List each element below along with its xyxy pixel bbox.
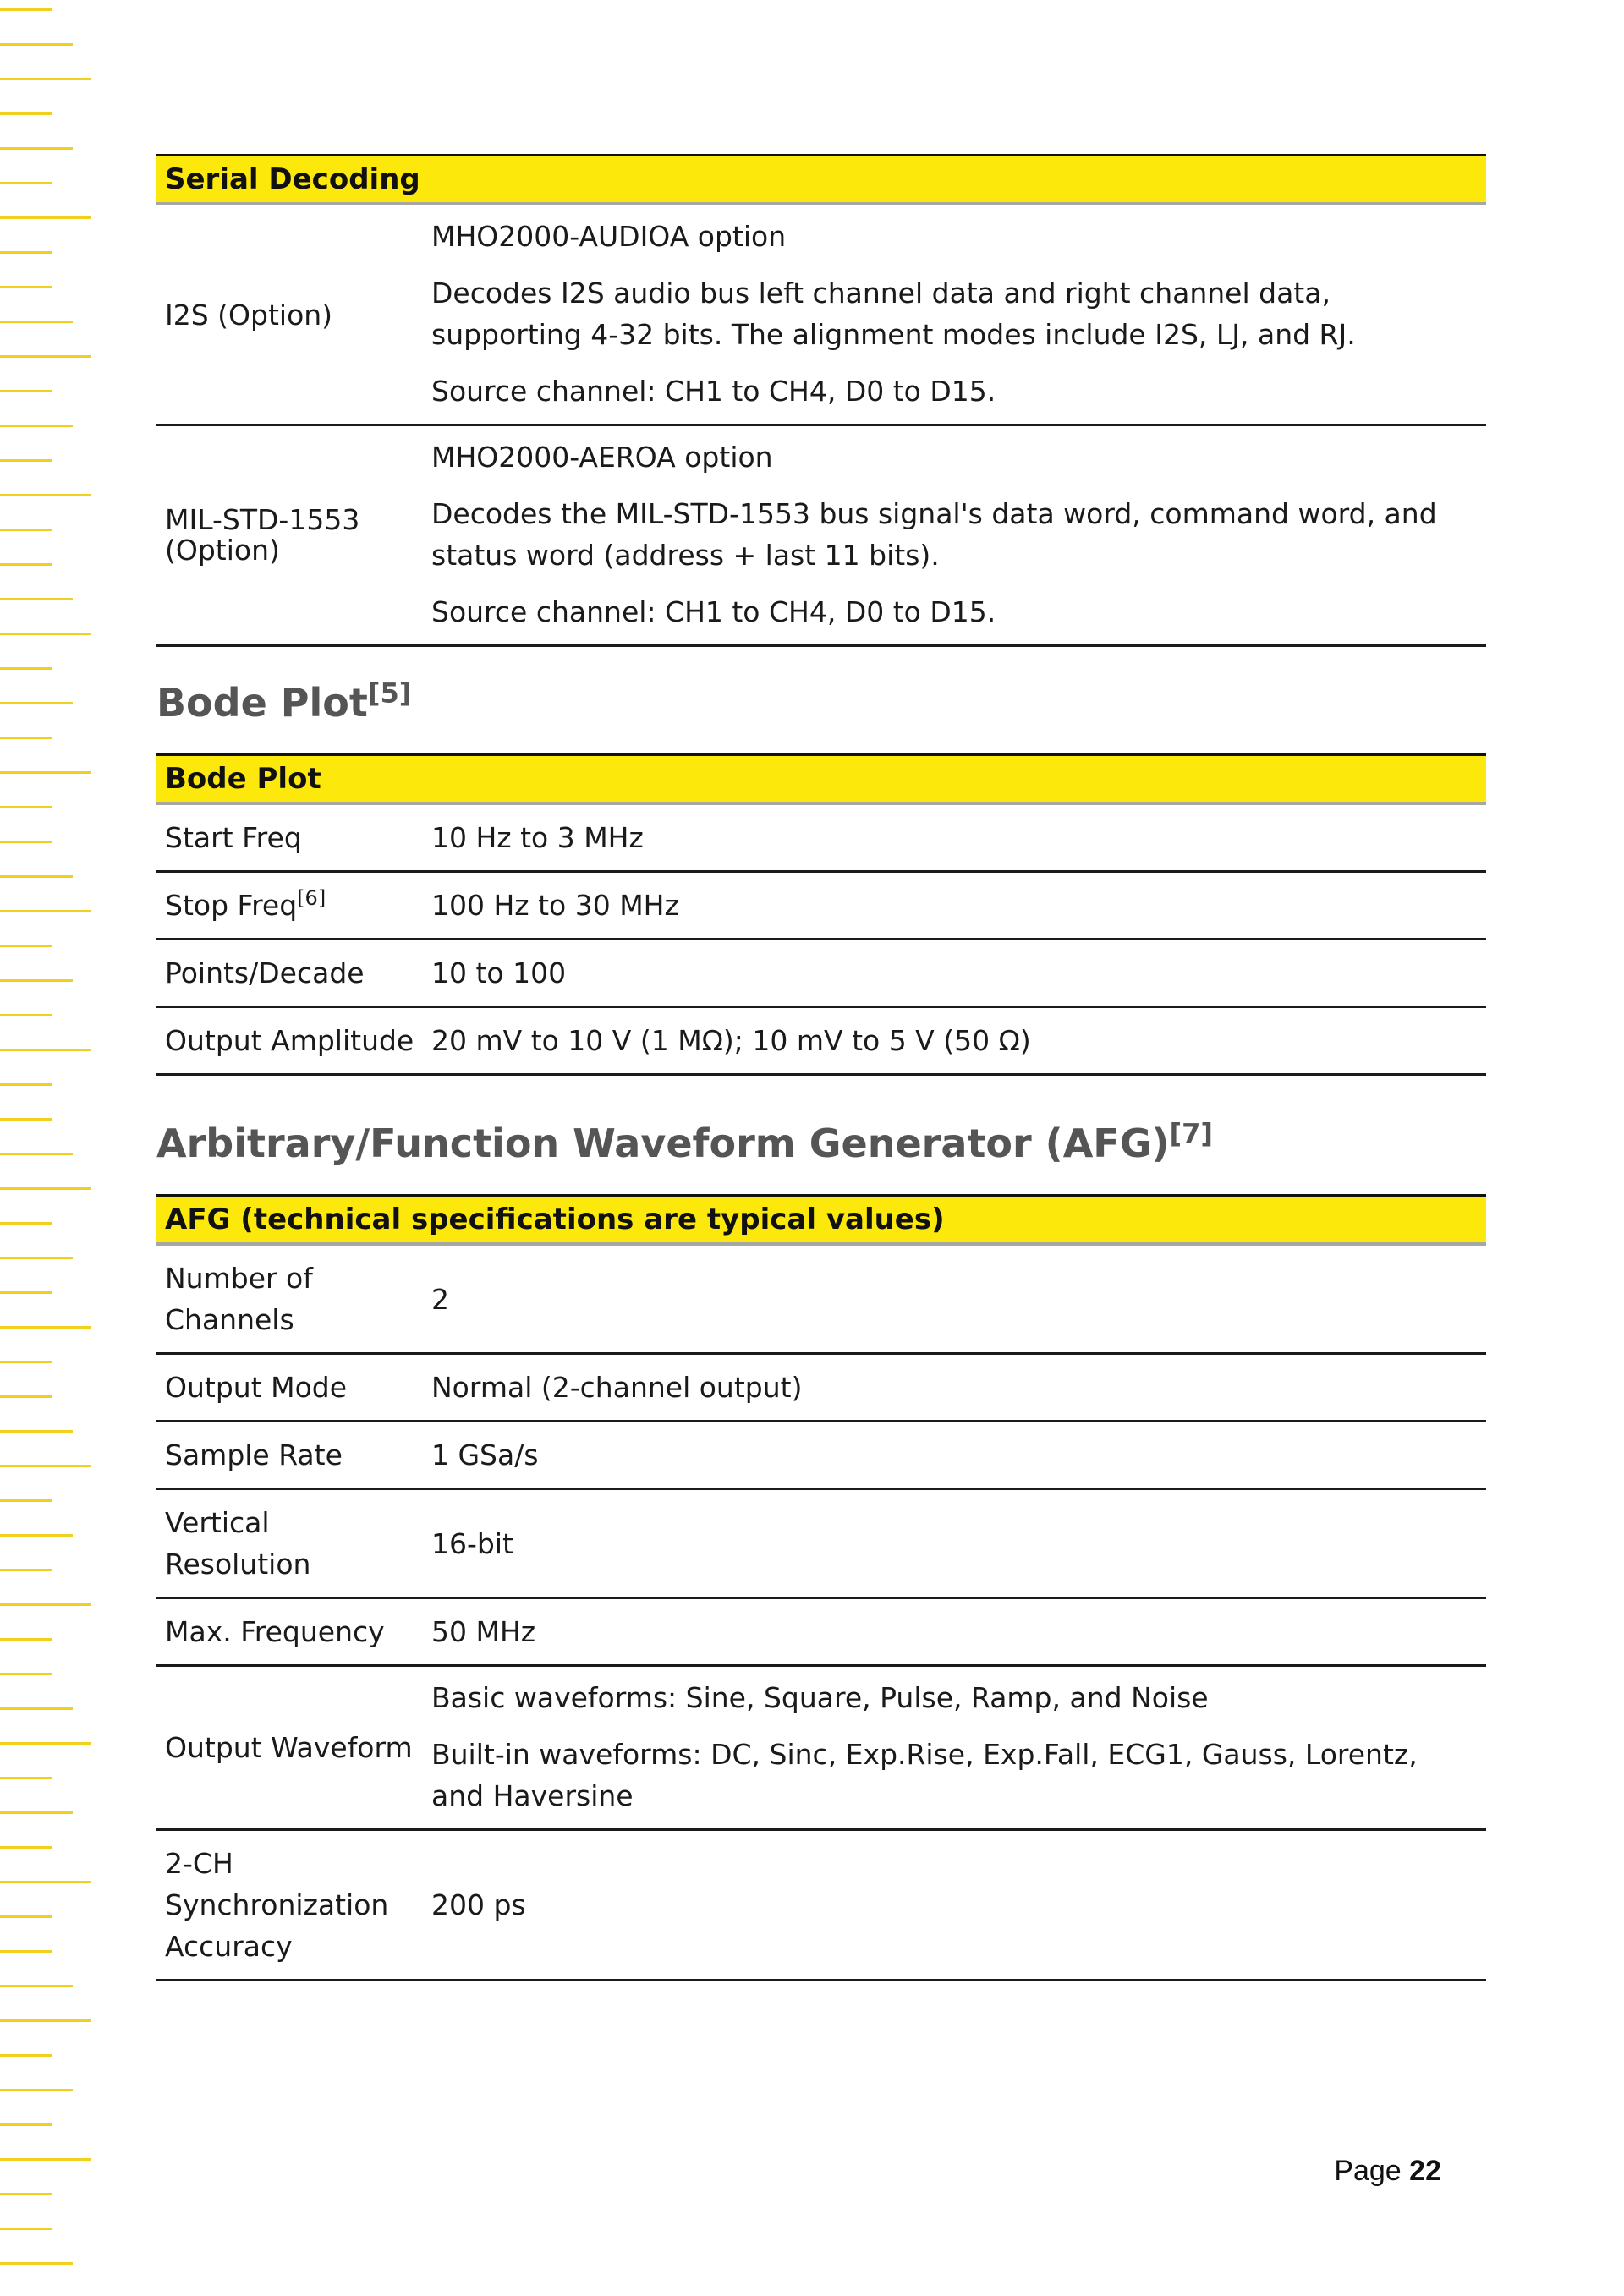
spec-value: 10 to 100 — [423, 940, 1486, 1007]
ruler-tick — [0, 1257, 73, 1259]
ruler-tick — [0, 43, 73, 46]
ruler-tick — [0, 1465, 91, 1467]
spec-key-line: Channels — [165, 1303, 294, 1336]
ruler-tick — [0, 425, 73, 427]
page-content — [156, 154, 1486, 1981]
ruler-tick — [0, 1950, 52, 1953]
ruler-tick — [0, 1291, 52, 1294]
ruler-tick — [0, 841, 52, 843]
ruler-tick — [0, 2158, 91, 2161]
ruler-tick — [0, 1222, 52, 1225]
ruler-tick — [0, 286, 52, 288]
serial-decoding-table — [156, 154, 1486, 647]
ruler-tick — [0, 1985, 73, 1987]
spec-value-line: Decodes the MIL-STD-1553 bus signal's data word, command word, and status word (address + last 11 bits). — [431, 497, 1437, 572]
spec-value: 2 — [423, 1244, 1486, 1354]
ruler-tick — [0, 910, 91, 912]
ruler-tick — [0, 2262, 73, 2265]
ruler-tick — [0, 1326, 91, 1329]
spec-value — [423, 425, 1486, 646]
ruler-tick — [0, 1083, 52, 1086]
spec-value: 100 Hz to 30 MHz — [423, 872, 1486, 940]
section-title-bode — [156, 679, 1486, 726]
ruler-tick — [0, 806, 52, 808]
ruler-tick — [0, 1534, 73, 1537]
spec-key: Output Waveform — [156, 1666, 423, 1830]
table-row — [156, 1422, 1486, 1489]
spec-key-line: 2-CH — [165, 1847, 233, 1880]
ruler-tick — [0, 1153, 73, 1155]
section-title-text: Arbitrary/Function Waveform Generator (AFG) — [156, 1121, 1170, 1166]
afg-table — [156, 1194, 1486, 1981]
table-row — [156, 1244, 1486, 1354]
spec-value: 50 MHz — [423, 1598, 1486, 1666]
spec-value-line: MHO2000-AUDIOA option — [431, 220, 787, 253]
table-row — [156, 1666, 1486, 1830]
spec-value: 200 ps — [423, 1830, 1486, 1981]
spec-key: Points/Decade — [156, 940, 423, 1007]
ruler-tick — [0, 2193, 52, 2195]
ruler-tick — [0, 1118, 52, 1121]
table-row — [156, 1830, 1486, 1981]
section-title-afg — [156, 1117, 1486, 1167]
ruler-tick — [0, 1603, 91, 1606]
spec-value-line: MHO2000-AEROA option — [431, 441, 773, 474]
ruler-tick — [0, 1014, 52, 1016]
ruler-tick — [0, 1638, 52, 1641]
ruler-tick — [0, 979, 73, 982]
ruler-tick — [0, 529, 52, 531]
spec-value-line: Source channel: CH1 to CH4, D0 to D15. — [431, 595, 996, 628]
ruler-tick — [0, 112, 52, 115]
spec-key: I2S (Option) — [156, 204, 423, 425]
ruler-tick — [0, 771, 91, 774]
ruler-tick — [0, 1673, 52, 1675]
spec-key-text: Stop Freq — [165, 889, 298, 922]
ruler-tick — [0, 1430, 73, 1433]
table-row — [156, 803, 1486, 872]
table-row — [156, 425, 1486, 646]
spec-key-line: Accuracy — [165, 1930, 293, 1963]
ruler-tick — [0, 2228, 52, 2230]
ruler-tick — [0, 2089, 73, 2091]
ruler-tick — [0, 182, 52, 184]
ruler-tick — [0, 945, 52, 947]
ruler-tick — [0, 1569, 52, 1571]
ruler-tick — [0, 494, 91, 496]
ruler-tick — [0, 1499, 52, 1502]
table-header: Serial Decoding — [156, 156, 1486, 205]
ruler-tick — [0, 667, 52, 670]
ruler-tick — [0, 1361, 52, 1363]
ruler-tick — [0, 390, 52, 392]
ruler-tick — [0, 1049, 91, 1051]
ruler-tick — [0, 1777, 52, 1779]
spec-key-line: Synchronization — [165, 1888, 389, 1921]
ruler-tick — [0, 1742, 91, 1745]
spec-key — [156, 872, 423, 940]
ruler-tick — [0, 2123, 52, 2126]
ruler-tick — [0, 78, 91, 80]
spec-value — [423, 1666, 1486, 1830]
table-row — [156, 1007, 1486, 1075]
ruler-tick — [0, 1395, 52, 1398]
margin-ruler — [0, 0, 102, 2296]
ruler-tick — [0, 355, 91, 358]
page-label: Page — [1334, 2155, 1402, 2187]
ruler-tick — [0, 251, 52, 254]
ruler-tick — [0, 1811, 73, 1814]
ruler-tick — [0, 702, 73, 704]
table-row — [156, 1354, 1486, 1422]
spec-value: 16-bit — [423, 1489, 1486, 1598]
ruler-tick — [0, 147, 73, 150]
spec-key: Vertical Resolution — [156, 1489, 423, 1598]
spec-value-line: Built-in waveforms: DC, Sinc, Exp.Rise, Exp.Fall, ECG1, Gauss, Lorentz, and Haversine — [431, 1738, 1418, 1812]
footnote-ref: [5] — [367, 677, 412, 710]
ruler-tick — [0, 2054, 52, 2057]
ruler-tick — [0, 1707, 73, 1710]
ruler-tick — [0, 875, 73, 878]
ruler-tick — [0, 321, 73, 323]
spec-value-line: Decodes I2S audio bus left channel data and right channel data, supporting 4-32 bits. The alignment modes include I2S, LJ, and RJ. — [431, 277, 1356, 351]
spec-key — [156, 1244, 423, 1354]
spec-value: 1 GSa/s — [423, 1422, 1486, 1489]
ruler-tick — [0, 216, 91, 219]
ruler-tick — [0, 1915, 52, 1918]
page-number-value: 22 — [1409, 2155, 1441, 2187]
ruler-tick — [0, 598, 73, 600]
ruler-tick — [0, 737, 52, 739]
footnote-ref: [6] — [297, 886, 326, 910]
spec-key-line: Number of — [165, 1262, 313, 1295]
ruler-tick — [0, 8, 52, 11]
page-number — [1334, 2155, 1441, 2188]
table-row — [156, 872, 1486, 940]
spec-key: Sample Rate — [156, 1422, 423, 1489]
ruler-tick — [0, 633, 91, 635]
spec-value: 20 mV to 10 V (1 MΩ); 10 mV to 5 V (50 Ω) — [423, 1007, 1486, 1075]
spec-key-line: (Option) — [165, 534, 280, 567]
spec-value: 10 Hz to 3 MHz — [423, 803, 1486, 872]
spec-value: Normal (2-channel output) — [423, 1354, 1486, 1422]
spec-key: Output Amplitude — [156, 1007, 423, 1075]
table-header: AFG (technical specifications are typical values) — [156, 1196, 1486, 1245]
ruler-tick — [0, 1187, 91, 1190]
spec-value — [423, 204, 1486, 425]
spec-key: Max. Frequency — [156, 1598, 423, 1666]
table-row — [156, 940, 1486, 1007]
ruler-tick — [0, 563, 52, 566]
table-row — [156, 204, 1486, 425]
footnote-ref: [7] — [1169, 1117, 1214, 1150]
ruler-tick — [0, 1881, 91, 1883]
table-row — [156, 1489, 1486, 1598]
table-header: Bode Plot — [156, 755, 1486, 804]
spec-value-line: Source channel: CH1 to CH4, D0 to D15. — [431, 375, 996, 408]
spec-value-line: Basic waveforms: Sine, Square, Pulse, Ramp, and Noise — [431, 1681, 1209, 1714]
spec-key-line: MIL-STD-1553 — [165, 503, 360, 536]
spec-key: Output Mode — [156, 1354, 423, 1422]
bode-plot-table — [156, 753, 1486, 1076]
table-row — [156, 1598, 1486, 1666]
ruler-tick — [0, 1846, 52, 1849]
spec-key — [156, 1830, 423, 1981]
spec-key: Start Freq — [156, 803, 423, 872]
spec-key — [156, 425, 423, 646]
ruler-tick — [0, 2019, 91, 2022]
section-title-text: Bode Plot — [156, 680, 368, 726]
ruler-tick — [0, 459, 52, 462]
